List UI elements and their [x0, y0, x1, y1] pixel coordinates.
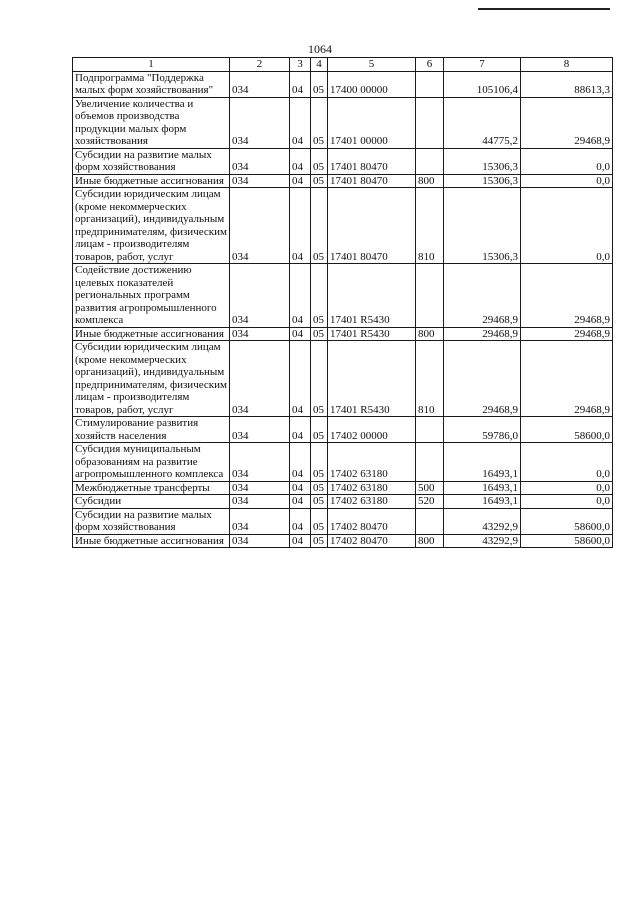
target-article: 17401 00000: [328, 97, 416, 148]
expense-type: [416, 71, 444, 97]
item-name: Увеличение количества и объемов производства продукции малых форм хозяйствования: [73, 97, 230, 148]
item-name: Иные бюджетные ассигнования: [73, 174, 230, 188]
amount-year-1: 15306,3: [444, 188, 521, 264]
column-header: 3: [290, 58, 311, 72]
section-code: 04: [290, 174, 311, 188]
expense-type: [416, 264, 444, 328]
section-code: 04: [290, 495, 311, 509]
admin-code: 034: [230, 174, 290, 188]
item-name: Иные бюджетные ассигнования: [73, 534, 230, 548]
item-name: Субсидии юридическим лицам (кроме некоммерческих организаций), индивидуальным предпринимателям, физическим лицам - производителям товаров, работ, услуг: [73, 188, 230, 264]
expense-type: 810: [416, 188, 444, 264]
admin-code: 034: [230, 264, 290, 328]
table-row: [73, 174, 613, 188]
item-name: Субсидии: [73, 495, 230, 509]
expense-type: [416, 508, 444, 534]
expense-type: 800: [416, 327, 444, 341]
table-row: [73, 148, 613, 174]
item-name: Межбюджетные трансферты: [73, 481, 230, 495]
section-code: 04: [290, 481, 311, 495]
table-row: [73, 188, 613, 264]
amount-year-2: 0,0: [521, 443, 613, 482]
item-name: Содействие достижению целевых показателей региональных программ развития агропромышленного комплекса: [73, 264, 230, 328]
section-code: 04: [290, 341, 311, 417]
table-row: [73, 264, 613, 328]
amount-year-1: 29468,9: [444, 327, 521, 341]
subsection-code: 05: [311, 264, 328, 328]
item-name: Стимулирование развития хозяйств населения: [73, 417, 230, 443]
column-header: 4: [311, 58, 328, 72]
amount-year-2: 29468,9: [521, 327, 613, 341]
subsection-code: 05: [311, 481, 328, 495]
table-row: [73, 508, 613, 534]
admin-code: 034: [230, 327, 290, 341]
expense-type: [416, 97, 444, 148]
admin-code: 034: [230, 188, 290, 264]
section-code: 04: [290, 327, 311, 341]
expense-type: 520: [416, 495, 444, 509]
subsection-code: 05: [311, 534, 328, 548]
expense-type: 500: [416, 481, 444, 495]
target-article: 17401 80470: [328, 188, 416, 264]
amount-year-1: 29468,9: [444, 341, 521, 417]
table-row: [73, 534, 613, 548]
column-header-row: [73, 58, 613, 72]
admin-code: 034: [230, 97, 290, 148]
subsection-code: 05: [311, 97, 328, 148]
admin-code: 034: [230, 443, 290, 482]
amount-year-1: 16493,1: [444, 481, 521, 495]
amount-year-2: 0,0: [521, 481, 613, 495]
amount-year-1: 105106,4: [444, 71, 521, 97]
subsection-code: 05: [311, 443, 328, 482]
subsection-code: 05: [311, 341, 328, 417]
table-row: [73, 97, 613, 148]
amount-year-2: 0,0: [521, 148, 613, 174]
admin-code: 034: [230, 417, 290, 443]
section-code: 04: [290, 97, 311, 148]
section-code: 04: [290, 264, 311, 328]
column-header: 6: [416, 58, 444, 72]
item-name: Субсидии на развитие малых форм хозяйствования: [73, 148, 230, 174]
subsection-code: 05: [311, 148, 328, 174]
target-article: 17401 R5430: [328, 341, 416, 417]
amount-year-2: 29468,9: [521, 341, 613, 417]
target-article: 17401 80470: [328, 174, 416, 188]
target-article: 17401 80470: [328, 148, 416, 174]
admin-code: 034: [230, 341, 290, 417]
amount-year-2: 58600,0: [521, 508, 613, 534]
target-article: 17401 R5430: [328, 264, 416, 328]
amount-year-2: 0,0: [521, 188, 613, 264]
subsection-code: 05: [311, 188, 328, 264]
admin-code: 034: [230, 481, 290, 495]
item-name: Иные бюджетные ассигнования: [73, 327, 230, 341]
target-article: 17402 00000: [328, 417, 416, 443]
budget-table: [72, 57, 613, 548]
table-row: [73, 417, 613, 443]
expense-type: [416, 417, 444, 443]
target-article: 17400 00000: [328, 71, 416, 97]
amount-year-1: 16493,1: [444, 443, 521, 482]
amount-year-1: 15306,3: [444, 148, 521, 174]
admin-code: 034: [230, 148, 290, 174]
target-article: 17402 80470: [328, 534, 416, 548]
column-header: 2: [230, 58, 290, 72]
section-code: 04: [290, 534, 311, 548]
item-name: Субсидии юридическим лицам (кроме некоммерческих организаций), индивидуальным предпринимателям, физическим лицам - производителям товаров, работ, услуг: [73, 341, 230, 417]
amount-year-2: 29468,9: [521, 264, 613, 328]
amount-year-2: 0,0: [521, 174, 613, 188]
admin-code: 034: [230, 71, 290, 97]
subsection-code: 05: [311, 495, 328, 509]
target-article: 17402 63180: [328, 481, 416, 495]
table-row: [73, 341, 613, 417]
page-number: 1064: [308, 42, 332, 56]
section-code: 04: [290, 71, 311, 97]
amount-year-2: 58600,0: [521, 417, 613, 443]
section-code: 04: [290, 417, 311, 443]
target-article: 17402 63180: [328, 443, 416, 482]
expense-type: 800: [416, 534, 444, 548]
column-header: 1: [73, 58, 230, 72]
target-article: 17402 63180: [328, 495, 416, 509]
amount-year-1: 59786,0: [444, 417, 521, 443]
amount-year-1: 43292,9: [444, 534, 521, 548]
column-header: 8: [521, 58, 613, 72]
expense-type: [416, 148, 444, 174]
amount-year-2: 0,0: [521, 495, 613, 509]
section-code: 04: [290, 188, 311, 264]
amount-year-2: 58600,0: [521, 534, 613, 548]
amount-year-1: 43292,9: [444, 508, 521, 534]
admin-code: 034: [230, 508, 290, 534]
subsection-code: 05: [311, 327, 328, 341]
table-row: [73, 481, 613, 495]
item-name: Субсидии на развитие малых форм хозяйствования: [73, 508, 230, 534]
amount-year-1: 29468,9: [444, 264, 521, 328]
target-article: 17401 R5430: [328, 327, 416, 341]
item-name: Подпрограмма "Поддержка малых форм хозяйствования": [73, 71, 230, 97]
table-row: [73, 327, 613, 341]
section-code: 04: [290, 443, 311, 482]
section-code: 04: [290, 508, 311, 534]
expense-type: [416, 443, 444, 482]
item-name: Субсидия муниципальным образованиям на развитие агропромышленного комплекса: [73, 443, 230, 482]
admin-code: 034: [230, 495, 290, 509]
amount-year-2: 29468,9: [521, 97, 613, 148]
top-rule: [478, 8, 610, 10]
amount-year-1: 15306,3: [444, 174, 521, 188]
table-row: [73, 71, 613, 97]
subsection-code: 05: [311, 174, 328, 188]
table-row: [73, 443, 613, 482]
column-header: 7: [444, 58, 521, 72]
column-header: 5: [328, 58, 416, 72]
expense-type: 800: [416, 174, 444, 188]
expense-type: 810: [416, 341, 444, 417]
subsection-code: 05: [311, 71, 328, 97]
amount-year-1: 16493,1: [444, 495, 521, 509]
admin-code: 034: [230, 534, 290, 548]
amount-year-1: 44775,2: [444, 97, 521, 148]
amount-year-2: 88613,3: [521, 71, 613, 97]
table-row: [73, 495, 613, 509]
subsection-code: 05: [311, 417, 328, 443]
section-code: 04: [290, 148, 311, 174]
subsection-code: 05: [311, 508, 328, 534]
target-article: 17402 80470: [328, 508, 416, 534]
